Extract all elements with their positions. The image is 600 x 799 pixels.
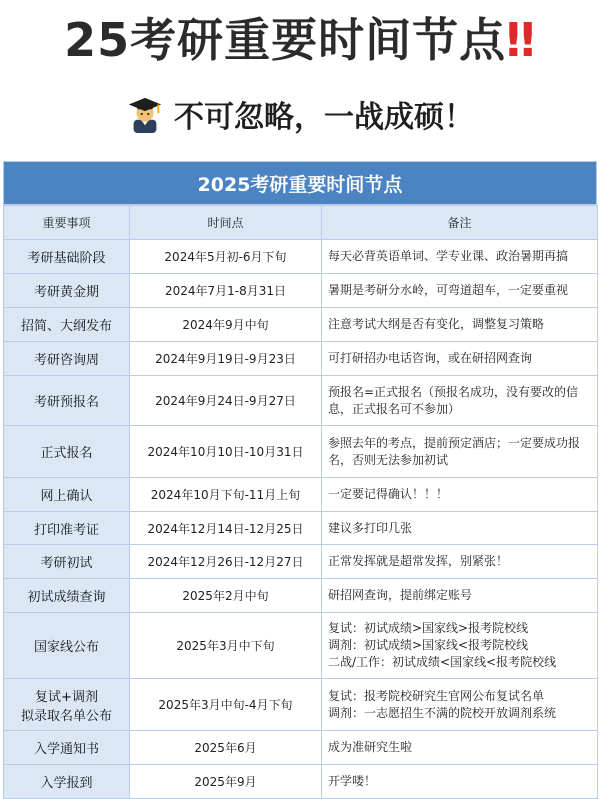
table-row [4,579,598,613]
table-row [4,342,598,376]
row-time: 2024年10月10日-10月31日 [130,426,322,478]
header-item: 重要事项 [4,206,130,240]
row-note: 开学喽！ [322,765,598,799]
row-note: 研招网查询，提前绑定账号 [322,579,598,613]
row-note: 参照去年的考点，提前预定酒店；一定要成功报名，否则无法参加初试 [322,426,598,478]
row-time: 2025年6月 [130,731,322,765]
row-time: 2024年12月14日-12月25日 [130,512,322,545]
row-note: 成为准研究生啦 [322,731,598,765]
row-item: 打印准考证 [4,512,130,545]
graduate-student-icon [126,95,164,133]
table-row [4,478,598,512]
row-time: 2024年10月下旬-11月上旬 [130,478,322,512]
table-row [4,274,598,308]
table-row [4,613,598,679]
table-row [4,240,598,274]
item-line: 复试+调剂 [35,689,98,705]
timeline-table [3,161,597,799]
row-item: 网上确认 [4,478,130,512]
note-line: 复试：初试成绩>国家线>报考院校线 [328,621,529,635]
row-time: 2025年9月 [130,765,322,799]
table-row [4,376,598,426]
timeline-grid [3,205,598,799]
table-header-row [4,206,598,240]
row-time: 2025年2月中旬 [130,579,322,613]
row-time: 2024年9月中旬 [130,308,322,342]
row-item: 考研初试 [4,545,130,579]
row-time: 2024年5月初-6月下旬 [130,240,322,274]
row-item [4,679,130,731]
row-note: 正常发挥就是超常发挥，别紧张！ [322,545,598,579]
page-title-text: 25考研重要时间节点 [64,13,507,67]
row-item: 入学通知书 [4,731,130,765]
row-item: 初试成绩查询 [4,579,130,613]
page-title [0,8,600,72]
row-item: 考研预报名 [4,376,130,426]
table-row [4,545,598,579]
row-item: 考研基础阶段 [4,240,130,274]
row-note: 一定要记得确认！！！ [322,478,598,512]
note-line: 复试：报考院校研究生官网公布复试名单 [328,688,545,703]
table-caption: 2025考研重要时间节点 [3,161,597,205]
row-time: 2024年9月24日-9月27日 [130,376,322,426]
row-note: 可打研招办电话咨询，或在研招网查询 [322,342,598,376]
double-exclamation-icon: ‼ [506,13,536,67]
table-row [4,512,598,545]
header-time: 时间点 [130,206,322,240]
table-row [4,765,598,799]
row-time: 2024年7月1-8月31日 [130,274,322,308]
row-note: 预报名=正式报名（预报名成功，没有要改的信息，正式报名可不参加） [322,376,598,426]
item-line: 拟录取名单公布 [20,708,112,724]
row-time: 2025年3月中旬-4月下旬 [130,679,322,731]
row-item: 考研咨询周 [4,342,130,376]
table-row [4,679,598,731]
row-note: 暑期是考研分水岭，可弯道超车，一定要重视 [322,274,598,308]
table-row [4,426,598,478]
row-time: 2024年9月19日-9月23日 [130,342,322,376]
row-note [322,679,598,731]
row-note: 建议多打印几张 [322,512,598,545]
table-row [4,308,598,342]
note-line: 调剂：一志愿招生不满的院校开放调剂系统 [328,705,557,720]
row-item: 国家线公布 [4,613,130,679]
row-item: 招简、大纲发布 [4,308,130,342]
row-note [322,613,598,679]
note-line: 二战/工作：初试成绩<国家线<报考院校线 [328,655,557,669]
row-time: 2025年3月中下旬 [130,613,322,679]
page-subtitle [0,92,600,144]
row-note: 注意考试大纲是否有变化，调整复习策略 [322,308,598,342]
page-subtitle-text: 不可忽略，一战成硕！ [174,100,474,135]
row-time: 2024年12月26日-12月27日 [130,545,322,579]
header-note: 备注 [322,206,598,240]
row-item: 入学报到 [4,765,130,799]
row-item: 正式报名 [4,426,130,478]
table-row [4,731,598,765]
row-item: 考研黄金期 [4,274,130,308]
row-note: 每天必背英语单词、学专业课、政治暑期再搞 [322,240,598,274]
note-line: 调剂：初试成绩>国家线<报考院校线 [328,638,529,652]
